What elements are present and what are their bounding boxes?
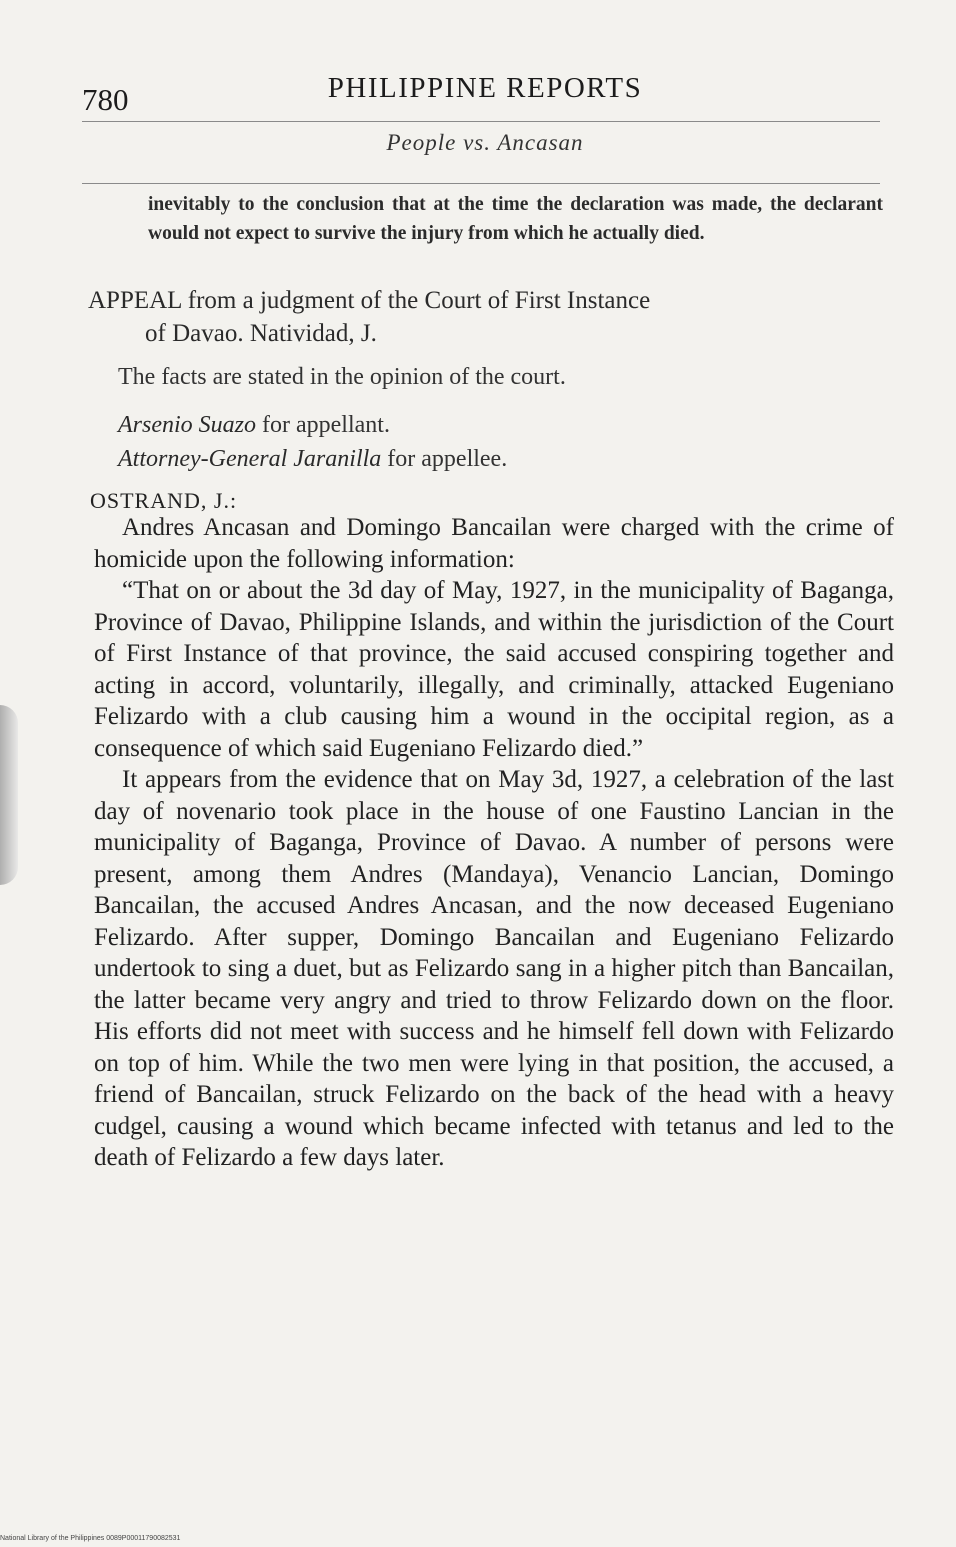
facts-statement: The facts are stated in the opinion of the court. — [118, 364, 566, 390]
opinion-paragraph-2: It appears from the evidence that on May 3d, 1927, a celebration of the last day of novenario took place in the house of one Faustino Lancian in the municipality of Baganga, Province of Davao. A number of persons were present, among them Andres (Mandaya), Venancio Lancian, Domingo Bancailan, the accused Andres Ancasan, and the now deceased Eugeniano Felizardo. After supper, Domingo Bancailan and Eugeniano Felizardo undertook to sing a duet, but as Felizardo sang in a higher pitch than Bancailan, the latter became very angry and tried to throw Felizardo down on the floor. His efforts did not meet with success and he himself fell down with Felizardo on top of him. While the two men were lying in that position, the accused, a friend of Bancailan, struck Felizardo on the back of the head with a heavy cudgel, causing a wound which became infected with tetanus and led to the death of Felizardo a few days later. — [94, 766, 894, 1171]
counsel-appellee — [118, 442, 507, 476]
appeal-line-1: APPEAL from a judgment of the Court of First Instance — [88, 287, 651, 314]
information-quote: “That on or about the 3d day of May, 1927, in the municipality of Baganga, Province of Davao, Philippine Islands, and within the jurisdiction of the Court of First Instance of that province, the said accused conspiring together and acting in accord, voluntarily, illegally, and criminally, attacked Eugeniano Felizardo with a club causing him a wound in the occipital region, as a consequence of which said Eugeniano Felizardo died.” — [94, 577, 894, 762]
page-edge-shadow — [0, 705, 18, 885]
appellee-counsel-name: Attorney-General Jaranilla — [118, 446, 382, 472]
scan-footer: National Library of the Philippines 0089P00011790082531 — [0, 1535, 181, 1542]
appeal-line-2: of Davao. Natividad, J. — [145, 320, 377, 347]
opinion-paragraph-1: Andres Ancasan and Domingo Bancailan were charged with the crime of homicide upon the following information: — [94, 514, 894, 573]
running-head: PHILIPPINE REPORTS — [327, 72, 643, 104]
appellant-role: for appellant. — [256, 412, 390, 438]
header-rule-bottom — [82, 183, 880, 184]
counsel-appellant — [118, 408, 507, 442]
appellee-role: for appellee. — [381, 446, 508, 472]
appellant-counsel-name: Arsenio Suazo — [118, 412, 256, 438]
opinion-body — [94, 512, 894, 1174]
ponente-heading: OSTRAND, J.: — [90, 488, 238, 513]
case-title: People vs. Ancasan — [386, 130, 584, 155]
page-number: 780 — [82, 82, 129, 117]
appeal-statement — [88, 284, 888, 350]
counsel-block — [118, 408, 507, 476]
syllabus-text: inevitably to the conclusion that at the time the declaration was made, the declarant would not expect to survive the injury from which he actually died. — [148, 194, 883, 244]
header-rule-top — [82, 121, 880, 122]
